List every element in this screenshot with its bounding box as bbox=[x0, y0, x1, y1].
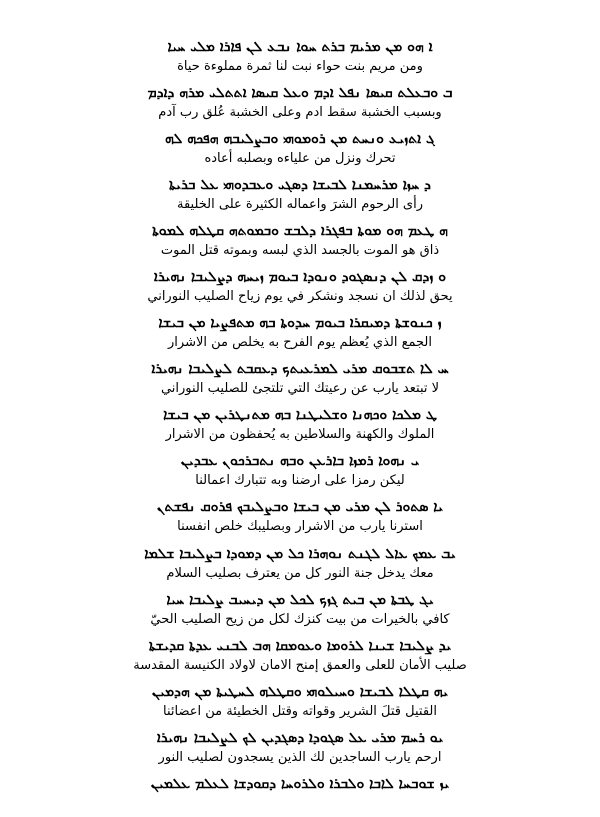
syriac-verse: ܙ ܟܢܘܫܬܐ ܕܡܝܩܪܐ ܒܝܘܡ ܚܕܘܬܐ ܒܗ ܡܬܦܨܝܐ ܡܢ ܒܝܫܐ bbox=[158, 315, 442, 331]
arabic-translation: الملوك والكهنة والسلاطين به يُحفظون من الاشرار bbox=[165, 427, 435, 442]
syriac-verse: ܝܗ ܩܛܠܐ ܠܒܝܫܐ ܘܚܝܠܘܗܝ ܘܩܛܠܗ ܠܚܛܝܬܐ ܡܢ ܗܕܡܝܢ bbox=[151, 684, 449, 700]
syriac-verse: ܝܕ ܨܠܝܒܐ ܫܝܢܐ ܠܪܘܡܐ ܘܥܘܡܩܐ ܗܒ ܠܒܢܝ ܥܕܬܐ ܩܕܝܫܬܐ bbox=[148, 638, 452, 654]
arabic-translation: ذاق هو الموت بالجسد الذي لبسه وبموته قتل الموت bbox=[160, 243, 440, 258]
hymn-stanza bbox=[0, 683, 600, 725]
arabic-translation: وبسبب الخشبة سقط ادم وعلى الخشبة عُلق رب آدم bbox=[158, 105, 442, 120]
arabic-translation: الجمع الذي يُعظم يوم الفرح به يخلص من الاشرار bbox=[168, 335, 432, 350]
hymn-stanza bbox=[0, 545, 600, 587]
arabic-translation: تحرك ونزل من علياءه وبصلبه أعاده bbox=[204, 151, 396, 166]
arabic-translation: كافي بالخيرات من بيت كنزك لكل من زيح الصليب الحيّ bbox=[150, 612, 450, 627]
arabic-translation: يحق لذلك ان نسجد ونشكر في يوم زياح الصليب النوراني bbox=[147, 289, 453, 304]
arabic-translation: ليكن رمزا على ارضنا وبه تتبارك اعمالنا bbox=[195, 473, 405, 488]
syriac-verse: ܝܙ ܫܘܒܚܐ ܠܐܒܐ ܘܠܒܪܐ ܘܠܪܘܚܐ ܕܩܘܕܫܐ ܠܥܠܡ ܥܠܡܝܢ bbox=[150, 776, 450, 792]
syriac-verse: ܐ ܗܘ ܡܢ ܡܪܝܡ ܒܪܬ ܚܘܐ ܢܒܥ ܠܢ ܦܐܪܐ ܡܠܝ ܚܝܐ bbox=[167, 39, 433, 55]
hymn-stanza bbox=[0, 84, 600, 126]
hymn-stanza bbox=[0, 775, 600, 817]
hymn-stanza bbox=[0, 406, 600, 448]
syriac-verse: ܝܐ ܣܬܘܪ ܠܢ ܡܪܝ ܡܢ ܒܝܫܐ ܘܒܨܠܝܒܟ ܦܪܘܩ ܢܦܫܬܢ bbox=[156, 499, 444, 515]
syriac-verse: ܓ ܐܬܙܝܥ ܘܢܚܬ ܡܢ ܪܘܡܘܗܝ ܘܒܨܠܝܒܗ ܗܦܟܗ ܠܗ bbox=[165, 131, 435, 147]
arabic-translation: القتيل قتلَ الشرير وقواته وقتل الخطيئة من اعضائنا bbox=[163, 704, 437, 719]
arabic-translation: معك يدخل جنة النور كل من يعترف بصليب السلام bbox=[166, 566, 434, 581]
hymn-stanza bbox=[0, 498, 600, 540]
syriac-verse: ܝܓ ܛܒܬܐ ܡܢ ܒܝܬ ܓܙܟ ܠܟܠ ܡܢ ܕܝܚܝܒ ܨܠܝܒܐ ܚܝܐ bbox=[166, 592, 434, 608]
syriac-verse: ܝ ܢܗܘܐ ܪܡܙܐ ܒܐܪܥܢ ܘܒܗ ܢܬܒܪܟܘܢ ܥܒܕܝܢ bbox=[180, 453, 420, 469]
hymn-stanza bbox=[0, 591, 600, 633]
arabic-translation: استرنا يارب من الاشرار وبصليبك خلص انفسنا bbox=[177, 519, 423, 534]
syriac-verse: ܗ ܛܥܡ ܗܘ ܡܘܬܐ ܒܦܓܪܐ ܕܠܒܫ ܘܒܡܘܬܗ ܩܛܠܗ ܠܡܘܬܐ bbox=[152, 223, 448, 239]
hymn-stanza bbox=[0, 314, 600, 356]
hymn-stanza bbox=[0, 222, 600, 264]
syriac-verse: ܝܘ ܪܚܡ ܡܪܝ ܥܠ ܣܓܘܕܐ ܕܣܓܕܝܢ ܠܟ ܠܨܠܝܒܐ ܢܗܝܪܐ bbox=[156, 730, 444, 746]
arabic-translation: ارحم يارب الساجدين لك الذين يسجدون لصليب النور bbox=[158, 750, 442, 765]
hymn-stanza bbox=[0, 637, 600, 679]
hymn-stanza bbox=[0, 360, 600, 402]
arabic-translation: رأى الرحوم الشرَ واعماله الكثيرة على الخليقة bbox=[176, 197, 424, 212]
arabic-translation: ومن مريم بنت حواء نبت لنا ثمرة مملوءة حياة bbox=[177, 59, 423, 74]
syriac-verse: ܝܒ ܥܡܟ ܥܐܠ ܠܓܢܬ ܢܘܗܪܐ ܟܠ ܡܢ ܕܡܘܕܐ ܒܨܠܝܒܐ ܫܠܡܐ bbox=[144, 546, 456, 562]
hymn-stanza bbox=[0, 176, 600, 218]
hymn-stanza bbox=[0, 268, 600, 310]
hymn-stanza bbox=[0, 130, 600, 172]
syriac-verse: ܚ ܠܐ ܬܫܒܘܩ ܡܪܝ ܠܡܪܥܝܬܟ ܕܥܩܒܬ ܠܨܠܝܒܐ ܢܗܝܪܐ bbox=[151, 361, 449, 377]
hymn-stanza bbox=[0, 452, 600, 494]
hymn-stanza bbox=[0, 729, 600, 771]
syriac-verse: ܛ ܡܠܟܐ ܘܟܗܢܐ ܘܫܠܝܛܢܐ ܒܗ ܡܬܢܛܪܝܢ ܡܢ ܒܝܫܐ bbox=[163, 407, 437, 423]
hymn-stanza bbox=[0, 38, 600, 80]
syriac-verse: ܒ ܘܒܥܠܬ ܩܝܣܐ ܢܦܠ ܐܕܡ ܘܥܠ ܩܝܣܐ ܐܬܬܠܝ ܡܪܗ ܕܐܕܡ bbox=[147, 85, 453, 101]
syriac-verse: ܘ ܙܕܩ ܠܢ ܕܢܣܓܘܕ ܘܢܘܕܐ ܒܝܘܡ ܙܝܚܗ ܕܨܠܝܒܐ ܢܗܝܪܐ bbox=[153, 269, 447, 285]
arabic-translation: لا تبتعد يارب عن رعيتك التي تلتجئ للصليب النوراني bbox=[160, 381, 440, 396]
arabic-translation: صليب الأمان للعلى والعمق إمنح الامان لاولاد الكنيسة المقدسة bbox=[133, 658, 467, 673]
syriac-verse: ܕ ܚܙܐ ܡܪܚܡܢܐ ܠܒܝܫܐ ܕܣܓܝ ܘܥܒܕܘܗܝ ܥܠ ܒܪܝܬܐ bbox=[169, 177, 431, 193]
